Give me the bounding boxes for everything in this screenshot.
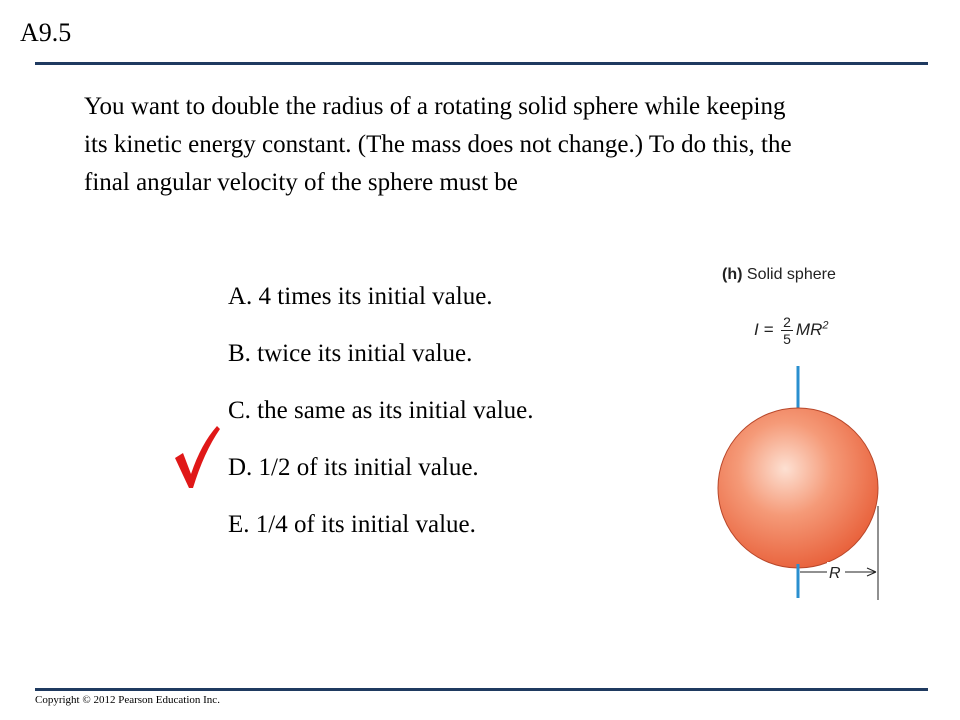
figure-label xyxy=(722,266,836,284)
solid-sphere-figure xyxy=(712,256,892,606)
formula-denominator: 5 xyxy=(783,331,791,347)
moment-of-inertia-formula xyxy=(754,314,828,347)
copyright: Copyright © 2012 Pearson Education Inc. xyxy=(35,694,220,706)
bottom-rule xyxy=(35,688,928,691)
question-text: You want to double the radius of a rotating solid sphere while keeping its kinetic energy constant. (The mass does not change.) To do this, the final angular velocity of the sphere must be xyxy=(84,93,792,196)
formula-numerator: 2 xyxy=(783,314,791,330)
checkmark-icon xyxy=(172,422,222,492)
formula-rhs: MR xyxy=(795,319,823,339)
option-d: D. 1/2 of its initial value. xyxy=(228,454,479,481)
sphere xyxy=(718,408,878,568)
slide-id: A9.5 xyxy=(20,18,72,47)
option-c: C. the same as its initial value. xyxy=(228,397,534,424)
option-e: E. 1/4 of its initial value. xyxy=(228,511,476,538)
figure-label-letter: (h) xyxy=(722,266,743,283)
formula-exponent: 2 xyxy=(822,319,829,332)
radius-label: R xyxy=(829,565,841,582)
formula-lhs: I = xyxy=(754,319,774,339)
answer-options xyxy=(228,280,534,565)
option-b: B. twice its initial value. xyxy=(228,340,473,367)
option-a: A. 4 times its initial value. xyxy=(228,283,493,310)
top-rule xyxy=(35,62,928,65)
figure-label-text: Solid sphere xyxy=(746,266,836,283)
